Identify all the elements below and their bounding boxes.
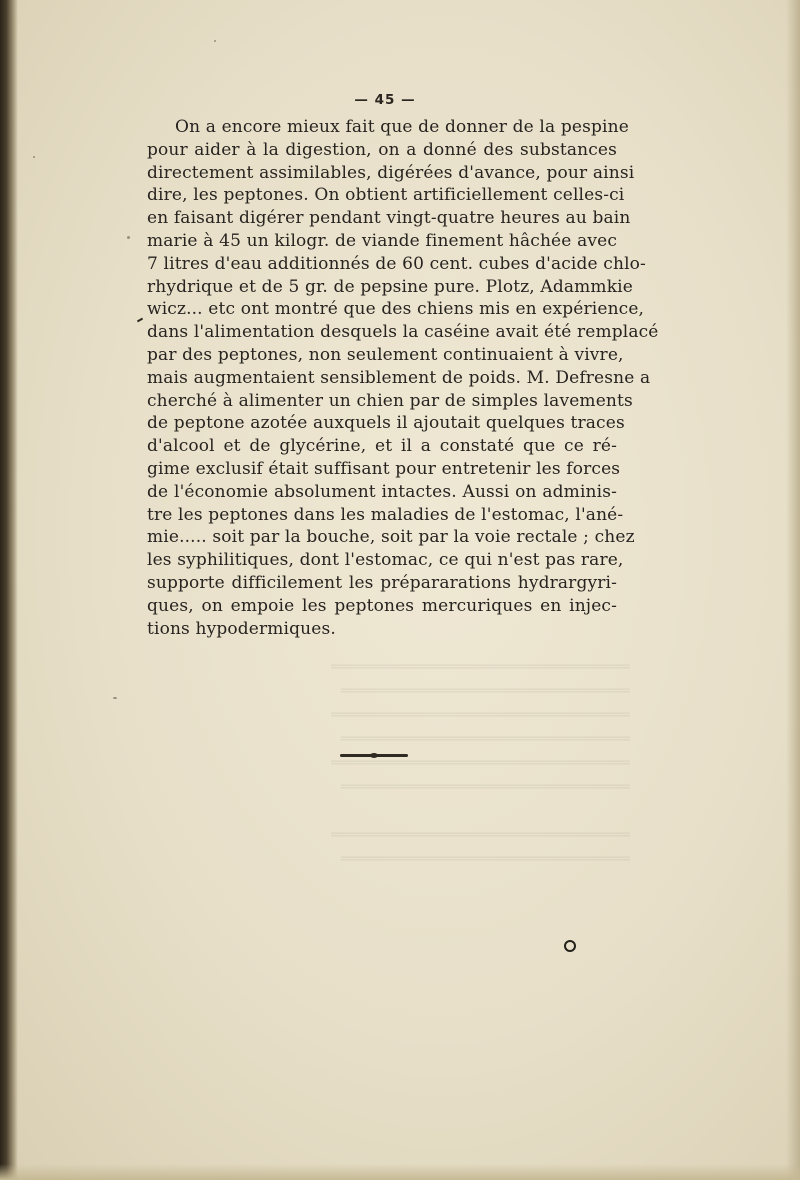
paper-speck [33, 156, 35, 158]
text-line: tre les peptones dans les maladies de l'estomac, l'ané- [147, 504, 624, 525]
paper-speck [214, 40, 216, 42]
text-line: par des peptones, non seulement continuaient à vivre, [147, 344, 624, 365]
circle-mark [564, 940, 576, 952]
paper-speck [113, 697, 117, 699]
text-line: d'alcool et de glycérine, et il a constaté que ce ré- [147, 436, 617, 457]
text-line: dans l'alimentation desquels la caséine avait été remplacé [147, 322, 659, 343]
show-through-bleed: ═══════════════════════════════ ══════════════════════════════ ═══════════════════════════════ ══════════════════════════════ ═══════════════════════════════ ══════════════════════════════ ═══════════════════════════════ ══════════════════════════════ [331, 657, 630, 868]
text-line: directement assimilables, digérées d'avance, pour ainsi [147, 162, 635, 183]
paper-speck [127, 236, 130, 239]
end-ornament-rule [340, 754, 408, 757]
text-line: mais augmentaient sensiblement de poids. M. Defresne a [147, 367, 651, 388]
text-line: marie à 45 un kilogr. de viande finement hâchée avec [147, 230, 617, 251]
text-line: les syphilitiques, dont l'estomac, ce qui n'est pas rare, [147, 550, 624, 571]
text-line: en faisant digérer pendant vingt-quatre heures au bain [147, 208, 631, 229]
text-line: dire, les peptones. On obtient artificiellement celles-ci [147, 185, 625, 206]
text-line: wicz... etc ont montré que des chiens mis en expérience, [147, 299, 645, 320]
binding-shadow [0, 0, 18, 1180]
page-edge-bottom [0, 1164, 800, 1180]
page-edge-right [786, 0, 800, 1180]
text-line: mie..... soit par la bouche, soit par la voie rectale ; chez [147, 527, 635, 548]
text-line: de peptone azotée auxquels il ajoutait quelques traces [147, 413, 625, 434]
text-line: On a encore mieux fait que de donner de la pespine [175, 117, 629, 137]
text-line: rhydrique et de 5 gr. de pepsine pure. Plotz, Adammkie [147, 276, 633, 297]
text-line: pour aider à la digestion, on a donné des substances [147, 139, 617, 160]
text-line: supporte difficilement les prépararations hydrargyri- [147, 572, 617, 593]
page-number: — 45 — [354, 92, 416, 108]
text-line: 7 litres d'eau additionnés de 60 cent. cubes d'acide chlo- [147, 253, 646, 274]
text-line: cherché à alimenter un chien par de simples lavements [147, 390, 633, 411]
text-line: gime exclusif était suffisant pour entretenir les forces [147, 458, 621, 479]
margin-mark [137, 318, 143, 323]
body-text [147, 116, 659, 640]
text-line: tions hypodermiques. [147, 618, 336, 639]
text-line: ques, on empoie les peptones mercuriques en injec- [147, 595, 617, 616]
text-line: de l'économie absolument intactes. Aussi on adminis- [147, 481, 617, 502]
